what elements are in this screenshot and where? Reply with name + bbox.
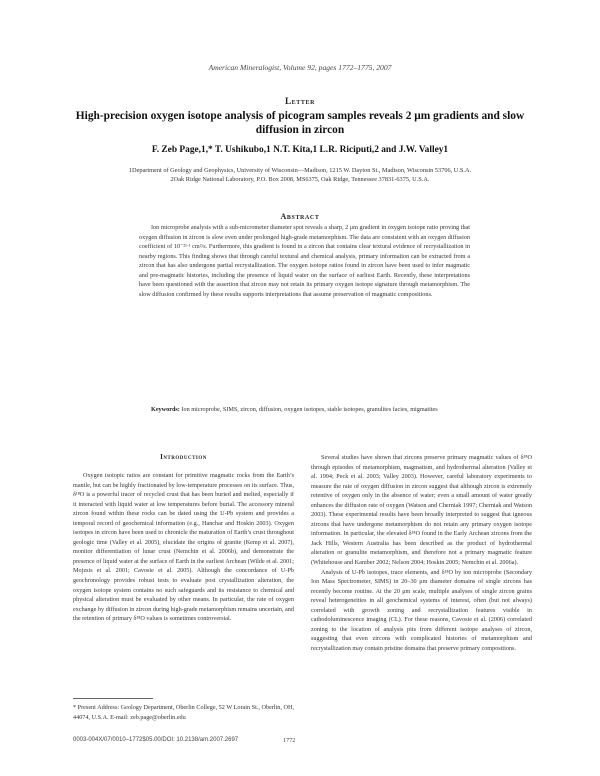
abstract-heading: Abstract [280,212,320,221]
footnote-divider [73,698,153,699]
abstract-text: Ion microprobe analysis with a sub-micrometer diameter spot reveals a sharp, 2 μm gradient in oxygen isotope ratio proving that oxygen diffusion in zircon is slow even under prolonged high-grade metamorphism. The data are consistent with an oxygen diffusion coefficient of 10⁻²¹ᐧ¹ cm²/s. Furthermore, this gradient is found in a zircon that contains clear textural evidence of recrystallization in nearby regions. This finding shows that through careful textural and chemical analysis, primary information can be extracted from a zircon that has also undergone partial recrystallization. The oxygen isotope ratios found in zircon have been used to infer magmatic and pre-magmatic histories, including the presence of liquid water on the surface of earliest Earth. Recently, these interpretations have been questioned with the assertion that zircon may not retain its primary oxygen isotope signature through metamorphism. The slow diffusion confirmed by these results supports interpretations that assume preservation of magmatic compositions. [139,224,470,298]
body-paragraph-2: Analysis of U-Pb isotopes, trace elements, and δ¹⁸O by ion microprobe (Secondary Ion Mass Spectrometer, SIMS) in 20–30 μm diameter domains of single zircons has recently become routine. At the 20 μm scale, multiple analyses of single zircon grains reveal heterogeneities in all geochemical systems of interest, often (but not always) correlated with growth zoning and recrystallization features visible in cathodoluminescence imaging (CL). For these reasons, Cavosie et al. (2006) correlated zoning to the location of analysis pits from different isotope analyses of zircon, suggesting that even zircons with complicated histories of metamorphism and recrystallization may contain pristine domains that preserve primary compositions. [311,568,532,652]
keywords [139,405,470,415]
journal-citation: American Mineralogist, Volume 92, pages 1772–1775, 2007 [208,63,392,72]
affiliations [40,166,560,185]
intro-paragraph: Oxygen isotopic ratios are constant for primitive magmatic rocks from the Earth’s mantle, but can be highly fractionated by low-temperature processes on its surface. Thus, δ¹⁸O is a powerful tracer of recycled crust that has been buried and melted, especially if it interacted with liquid water at low temperatures before burial. The accessory mineral zircon found within these rocks can be dated using the U-Pb system and provides a temporal record of geochemical information (e.g., Hanchar and Hoskin 2003). Oxygen isotopes in zircon have been used to chronicle the maturation of Earth’s crust throughout geologic time (Valley et al. 2005), elucidate the origins of granite (Kemp et al. 2007), monitor differentiation of lunar crust (Nemchin et al. 2006b), and demonstrate the presence of liquid water at the surface of Earth in the earliest Archean (Wilde et al. 2001; Mojzsis et al. 2001; Cavosie et al. 2005). Although the concordance of U-Pb geochronology provides robust tests to evaluate post crystallization alteration, the oxygen isotope system contains no such safeguards and its resistance to chemical and physical alteration must be evaluated by other means. In particular, the rate of oxygen exchange by diffusion in zircon during high-grade metamorphism remains uncertain, and the retention of primary δ¹⁸O values is sometimes controversial. [73,472,294,623]
author-list: F. Zeb Page,1,* T. Ushikubo,1 N.T. Kita,1 L.R. Riciputi,2 and J.W. Valley1 [151,145,449,155]
keywords-list: Ion microprobe, SIMS, zircon, diffusion, oxygen isotopes, stable isotopes, granulites facies, migmatites [181,406,438,413]
doi-line: 0003-004X/07/0010–1772$05.00/DOI: 10.2138/am.2007.2697 [73,737,239,743]
paper-title: High-precision oxygen isotope analysis of picogram samples reveals 2 μm gradients and slow diffusion in zircon [75,110,525,136]
page-number: 1772 [283,737,296,744]
body-paragraph-1: Several studies have shown that zircons preserve primary magmatic values of δ¹⁸O through episodes of metamorphism, magmatism, and hydrothermal alteration (Valley et al. 1994; Peck et al. 2003; Valley 2003). However, careful laboratory experiments to measure the rate of oxygen diffusion in zircon suggest that although zircon is extremely retentive of oxygen only in the absence of water; even a small amount of water greatly enhances the diffusion rate of oxygen (Watson and Cherniak 1997; Cherniak and Watson 2003). These experimental results have been broadly interpreted to suggest that igneous zircons that have undergone metamorphism do not retain any primary oxygen isotope information. In particular, the elevated δ¹⁸O found in the Early Archean zircons from the Jack Hills, Western Australia has been described as the product of hydrothermal alteration or granulite metamorphism, and therefore not a primary magmatic feature (Whitehouse and Kamber 2002; Nelson 2004; Hoskin 2005; Nemchin et al. 2006a). [311,454,532,567]
introduction-heading: Introduction [160,453,207,461]
article-type: Letter [284,96,316,106]
right-column [311,453,532,653]
footnote: * Present Address: Geology Department, Oberlin College, 52 W Lorain St., Oberlin, OH, 44074, U.S.A. E-mail: zeb.page@oberlin.edu [73,704,294,721]
keywords-label: Keywords: [151,406,180,413]
affiliation-1: 1Department of Geology and Geophysics, University of Wisconsin—Madison, 1215 W. Dayton St., Madison, Wisconsin 53706, U.S.A. [128,167,472,174]
left-column [73,471,294,624]
affiliation-2: 2Oak Ridge National Laboratory, P.O. Box 2008, MS6375, Oak Ridge, Tennessee 37831-6375, U.S.A. [170,176,430,184]
